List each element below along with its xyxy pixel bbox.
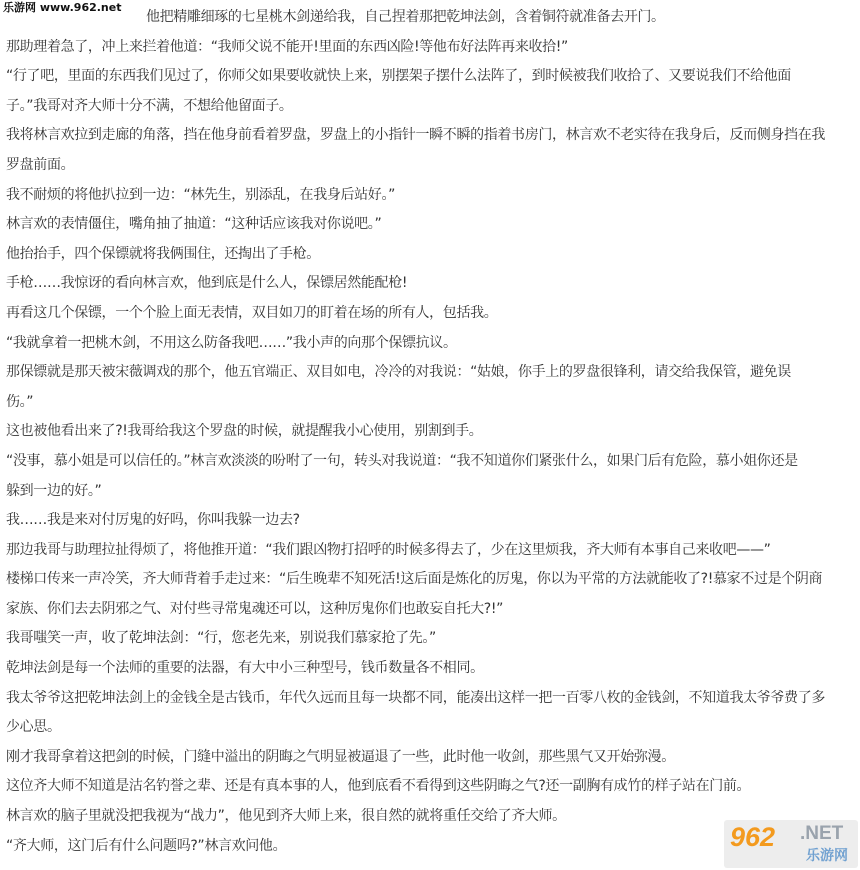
paragraph-line: 刚才我哥拿着这把剑的时候，门缝中溢出的阴晦之气明显被逼退了一些，此时他一收剑，那些黑气又开始弥漫。: [6, 748, 675, 765]
paragraph: [6, 624, 858, 654]
paragraph-line: 家族、你们去去阴邪之气、对付些寻常鬼魂还可以，这种厉鬼你们也敢妄自托大?!”: [6, 600, 503, 617]
paragraph-line: 我不耐烦的将他扒拉到一边：“林先生，别添乱，在我身后站好。”: [6, 186, 396, 203]
logo-number: 962: [730, 822, 776, 852]
paragraph: [6, 181, 858, 211]
site-watermark: 乐游网 www.962.net: [0, 0, 124, 16]
paragraph: [6, 684, 858, 743]
paragraph: [6, 210, 858, 240]
paragraph-line: 林言欢的脑子里就没把我视为“战力”，他见到齐大师上来，很自然的就将重任交给了齐大师。: [6, 808, 566, 825]
paragraph: [6, 654, 858, 684]
article-body: [6, 3, 858, 861]
paragraph-line: “没事，慕小姐是可以信任的。”林言欢淡淡的吩咐了一句，转头对我说道：“我不知道你们紧张什么，如果门后有危险，慕小姐你还是: [6, 452, 798, 469]
logo-cn: 乐游网: [806, 848, 848, 864]
paragraph: [6, 506, 858, 536]
paragraph-line: 我将林言欢拉到走廊的角落，挡在他身前看着罗盘，罗盘上的小指针一瞬不瞬的指着书房门，林言欢不老实待在我身后，反而侧身挡在我: [6, 127, 825, 144]
paragraph-line: 他抬抬手，四个保镖就将我俩围住，还掏出了手枪。: [6, 245, 320, 262]
paragraph-line: 我哥嗤笑一声，收了乾坤法剑：“行，您老先来，别说我们慕家抢了先。”: [6, 630, 436, 647]
paragraph-line: 伤。”: [6, 393, 34, 410]
paragraph: [6, 121, 858, 180]
paragraph: [6, 240, 858, 270]
paragraph-line: 他把精雕细琢的七星桃木剑递给我，自己捏着那把乾坤法剑，含着铜符就准备去开门。: [146, 9, 665, 25]
paragraph: [6, 536, 858, 566]
paragraph-line: 这位齐大师不知道是沽名钓誉之辈、还是有真本事的人，他到底看不看得到这些阴晦之气?还一副胸有成竹的样子站在门前。: [6, 778, 751, 795]
paragraph-line: 这也被他看出来了?!我哥给我这个罗盘的时候，就提醒我小心使用，别割到手。: [6, 423, 483, 440]
paragraph-line: 罗盘前面。: [6, 156, 75, 173]
paragraph: [6, 358, 858, 417]
paragraph: [6, 447, 858, 506]
paragraph-line: 我太爷爷这把乾坤法剑上的金钱全是古钱币，年代久远而且每一块都不同，能凑出这样一把一百零八枚的金钱剑，不知道我太爷爷费了多: [6, 689, 825, 706]
paragraph: [6, 329, 858, 359]
paragraph-line: 那助理着急了，冲上来拦着他道：“我师父说不能开!里面的东西凶险!等他布好法阵再来收拾!”: [6, 38, 568, 55]
paragraph: [6, 299, 858, 329]
paragraph-line: 手枪……我惊讶的看向林言欢，他到底是什么人，保镖居然能配枪!: [6, 275, 408, 292]
paragraph-line: 那保镖就是那天被宋薇调戏的那个，他五官端正、双目如电，冷冷的对我说：“姑娘，你手上的罗盘很锋利，请交给我保管，避免误: [6, 364, 791, 381]
paragraph: [6, 565, 858, 624]
paragraph-line: 乾坤法剑是每一个法师的重要的法器，有大中小三种型号，钱币数量各不相同。: [6, 660, 484, 677]
paragraph: [6, 772, 858, 802]
paragraph-line: 楼梯口传来一声冷笑，齐大师背着手走过来：“后生晚辈不知死活!这后面是炼化的厉鬼，你以为平常的方法就能收了?!慕家不过是个阴商: [6, 571, 823, 588]
paragraph-line: “行了吧，里面的东西我们见过了，你师父如果要收就快上来，别摆架子摆什么法阵了，到时候被我们收拾了、又要说我们不给他面: [6, 68, 791, 85]
logo-net: .NET: [800, 823, 844, 844]
paragraph: [6, 3, 858, 33]
paragraph-line: 子。”我哥对齐大师十分不满，不想给他留面子。: [6, 97, 293, 114]
paragraph: [6, 269, 858, 299]
site-logo-watermark: [724, 820, 858, 868]
paragraph-line: 林言欢的表情僵住，嘴角抽了抽道：“这种话应该我对你说吧。”: [6, 216, 382, 233]
paragraph-line: 再看这几个保镖，一个个脸上面无表情，双目如刀的盯着在场的所有人，包括我。: [6, 304, 498, 321]
paragraph: [6, 33, 858, 63]
paragraph-line: 那边我哥与助理拉扯得烦了，将他推开道：“我们跟凶物打招呼的时候多得去了，少在这里烦我，齐大师有本事自己来收吧——”: [6, 541, 771, 558]
paragraph-line: 我……我是来对付厉鬼的好吗，你叫我躲一边去?: [6, 512, 300, 529]
paragraph-line: 躲到一边的好。”: [6, 482, 102, 499]
paragraph-line: “我就拿着一把桃木剑，不用这么防备我吧……”我小声的向那个保镖抗议。: [6, 334, 457, 351]
paragraph-line: “齐大师，这门后有什么问题吗?”林言欢问他。: [6, 837, 287, 854]
paragraph: [6, 743, 858, 773]
paragraph-line: 少心思。: [6, 719, 61, 736]
paragraph: [6, 417, 858, 447]
paragraph: [6, 62, 858, 121]
